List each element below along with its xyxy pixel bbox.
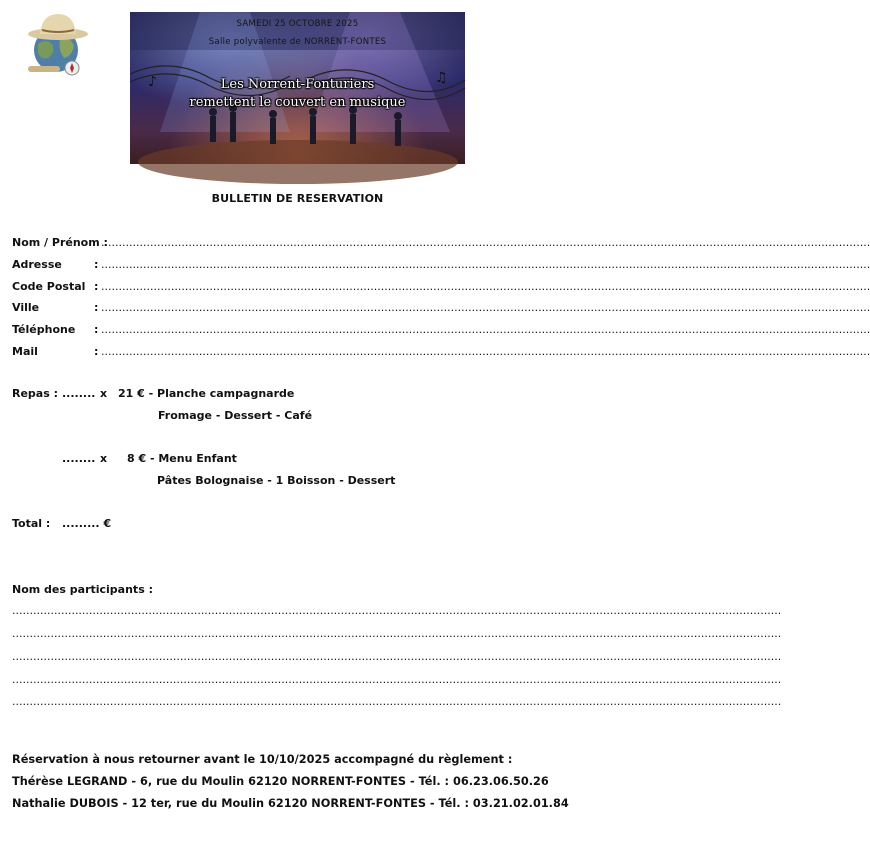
menu1-qty-input[interactable]: ........ (62, 387, 96, 400)
form-heading: BULLETIN DE RESERVATION (211, 192, 384, 205)
field-label-mail: Mail (12, 345, 38, 358)
menu1-price: 21 € - Planche campagnarde (118, 387, 295, 400)
banner-venue: Salle polyvalente de NORRENT-FONTES (208, 37, 387, 47)
field-label-address: Adresse (12, 258, 62, 271)
field-sep-phone: : (94, 323, 99, 336)
menu1-detail: Fromage - Dessert - Café (158, 409, 313, 422)
event-banner (130, 12, 465, 164)
svg-text:♫: ♫ (435, 70, 448, 86)
field-label-phone: Téléphone (12, 323, 76, 336)
repas-label: Repas : (12, 387, 59, 400)
globe-hat-logo (20, 8, 98, 82)
field-name-input[interactable]: ............................................................................................................................................................................................................................ (101, 236, 870, 249)
field-mail-input[interactable]: ............................................................................................................................................................................................................................ (101, 345, 870, 358)
field-address-input[interactable]: ............................................................................................................................................................................................................................ (101, 258, 870, 271)
menu2-times: x (100, 452, 108, 465)
field-sep-mail: : (94, 345, 99, 358)
menu1-times: x (100, 387, 108, 400)
field-sep-city: : (94, 301, 99, 314)
total-label: Total : (12, 517, 51, 530)
contact-legrand: Thérèse LEGRAND - 6, rue du Moulin 62120 NORRENT-FONTES - Tél. : 06.23.06.50.26 (12, 775, 549, 788)
menu2-qty-input[interactable]: ........ (62, 452, 96, 465)
field-label-name: Nom / Prénom : (12, 236, 108, 249)
field-label-city: Ville (12, 301, 40, 314)
field-city-input[interactable]: ............................................................................................................................................................................................................................ (101, 301, 870, 314)
participant-line-4[interactable]: ............................................................................................................................................................................................................................ (12, 673, 782, 686)
field-phone-input[interactable]: ............................................................................................................................................................................................................................ (101, 323, 870, 336)
total-input[interactable]: ......... € (62, 517, 112, 530)
field-postal-code-input[interactable]: ............................................................................................................................................................................................................................ (101, 280, 870, 293)
participant-line-3[interactable]: ............................................................................................................................................................................................................................ (12, 650, 782, 663)
field-sep-postal-code: : (94, 280, 99, 293)
banner-title-line2: remettent le couvert en musique (189, 95, 406, 110)
menu2-price: 8 € - Menu Enfant (127, 452, 237, 465)
participants-label: Nom des participants : (12, 583, 153, 596)
banner-date: SAMEDI 25 OCTOBRE 2025 (236, 19, 359, 29)
contact-dubois: Nathalie DUBOIS - 12 ter, rue du Moulin 62120 NORRENT-FONTES - Tél. : 03.21.02.01.84 (12, 797, 569, 810)
participant-line-5[interactable]: ............................................................................................................................................................................................................................ (12, 695, 782, 708)
svg-text:♪: ♪ (148, 74, 157, 90)
field-label-postal-code: Code Postal (12, 280, 86, 293)
return-note: Réservation à nous retourner avant le 10/10/2025 accompagné du règlement : (12, 753, 513, 766)
participant-line-2[interactable]: ............................................................................................................................................................................................................................ (12, 627, 782, 640)
menu2-detail: Pâtes Bolognaise - 1 Boisson - Dessert (157, 474, 396, 487)
participant-line-1[interactable]: ............................................................................................................................................................................................................................ (12, 604, 782, 617)
field-sep-address: : (94, 258, 99, 271)
banner-title-line1: Les Norrent-Fonturiers (220, 77, 375, 92)
